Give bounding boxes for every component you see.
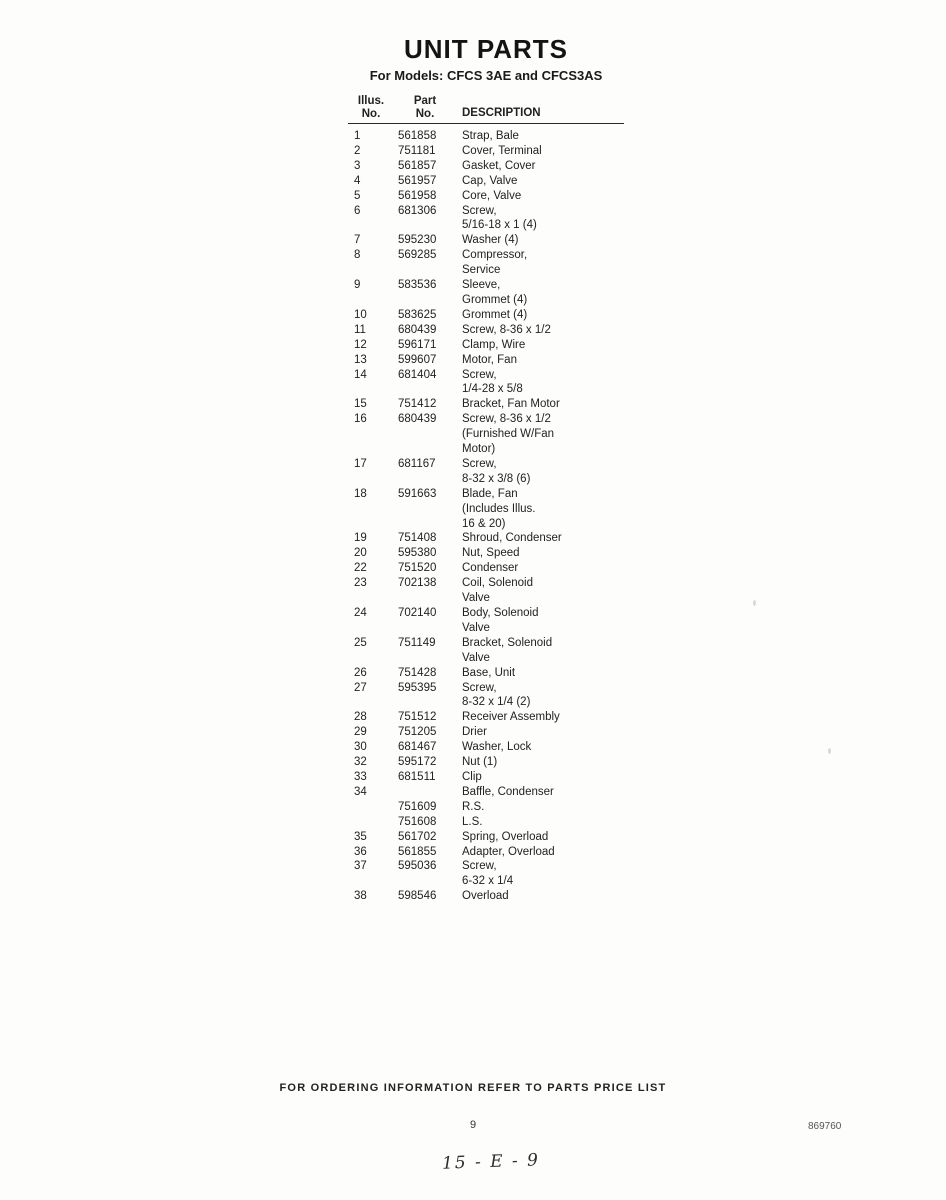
table-row — [348, 889, 624, 904]
part-no-cell: 751149 — [398, 636, 436, 649]
illus-no-cell: 4 — [354, 174, 361, 187]
part-no-cell: 681404 — [398, 368, 437, 381]
illus-no-cell: 27 — [354, 681, 367, 694]
part-no-cell: 598546 — [398, 890, 437, 903]
illus-no-cell — [348, 442, 394, 457]
illus-no-cell: 17 — [354, 457, 367, 470]
part-no-cell: 595230 — [398, 234, 437, 247]
part-no-cell: 702140 — [398, 607, 437, 619]
illus-no-cell: 28 — [354, 711, 367, 724]
illus-no-cell: 3 — [354, 159, 361, 172]
table-row — [348, 531, 624, 546]
illus-no-cell: 9 — [354, 279, 361, 292]
table-row — [348, 740, 624, 755]
part-no-cell: 591663 — [398, 487, 437, 500]
illus-no-cell: 37 — [354, 860, 367, 873]
description-cell: Spring, Overload — [462, 830, 549, 843]
illus-no-cell: 30 — [354, 741, 367, 754]
part-no-cell: 561858 — [398, 130, 437, 142]
handwritten-note: 15 - E - 9 — [441, 1150, 541, 1174]
illus-no-cell — [348, 472, 394, 487]
description-cell: Drier — [462, 726, 487, 739]
table-row — [348, 457, 624, 472]
column-header-illus-no — [348, 95, 394, 124]
part-no-cell — [394, 695, 456, 710]
column-header-description: DESCRIPTION — [456, 95, 624, 124]
description-cell: Shroud, Condenser — [462, 532, 562, 545]
ordering-note: FOR ORDERING INFORMATION REFER TO PARTS PRICE LIST — [279, 1082, 667, 1094]
illus-no-cell: 29 — [354, 726, 367, 739]
table-row — [348, 710, 624, 725]
illus-no-cell: 24 — [354, 607, 367, 619]
part-no-cell — [394, 382, 456, 397]
part-no-cell: 583625 — [398, 308, 437, 321]
description-cell: Coil, Solenoid — [462, 577, 533, 590]
table-row — [348, 859, 624, 874]
illus-no-cell: 36 — [354, 845, 367, 858]
part-no-cell: 751412 — [398, 398, 437, 411]
illus-no-cell: 34 — [354, 785, 367, 798]
doc-number: 869760 — [808, 1121, 842, 1132]
table-row — [348, 218, 624, 233]
table-row — [348, 248, 624, 263]
table-row — [348, 546, 624, 561]
description-cell: Screw, — [462, 681, 497, 694]
description-cell: Valve — [462, 651, 490, 664]
column-header-part-line2: No. — [415, 108, 435, 120]
table-row — [348, 785, 624, 800]
illus-no-cell — [348, 621, 394, 636]
part-no-cell: 681467 — [398, 741, 437, 754]
table-row — [348, 442, 624, 457]
part-no-cell: 561957 — [398, 174, 437, 187]
part-no-cell — [394, 621, 456, 636]
illus-no-cell: 13 — [354, 353, 367, 366]
table-row — [348, 517, 624, 532]
description-cell: Screw, — [462, 457, 497, 470]
part-no-cell: 561857 — [398, 159, 437, 172]
part-no-cell — [394, 591, 456, 606]
part-no-cell — [394, 218, 456, 233]
description-cell: Valve — [462, 621, 490, 634]
part-no-cell: 596171 — [398, 338, 437, 351]
description-cell: Clip — [462, 770, 482, 783]
table-row — [348, 368, 624, 383]
description-cell: 8-32 x 3/8 (6) — [462, 472, 531, 485]
illus-no-cell: 10 — [354, 308, 367, 321]
description-cell: Receiver Assembly — [462, 711, 560, 724]
description-cell: Grommet (4) — [462, 308, 528, 321]
table-row — [348, 308, 624, 323]
part-no-cell: 595395 — [398, 681, 437, 694]
description-cell: 1/4-28 x 5/8 — [462, 383, 523, 396]
illus-no-cell: 35 — [354, 830, 367, 843]
illus-no-cell — [348, 263, 394, 278]
table-row — [348, 695, 624, 710]
part-no-cell: 751205 — [398, 726, 437, 739]
part-no-cell: 595036 — [398, 860, 437, 873]
part-no-cell: 680439 — [398, 413, 437, 426]
description-cell: (Furnished W/Fan — [462, 428, 555, 441]
table-row — [348, 278, 624, 293]
part-no-cell: 751408 — [398, 532, 437, 545]
parts-table — [348, 95, 624, 904]
description-cell: Screw, 8-36 x 1/2 — [462, 413, 551, 426]
table-row — [348, 397, 624, 412]
table-row — [348, 815, 624, 830]
illus-no-cell — [348, 651, 394, 666]
description-cell: Grommet (4) — [462, 293, 528, 306]
part-no-cell — [394, 427, 456, 442]
part-no-cell: 681306 — [398, 204, 437, 217]
description-cell: (Includes Illus. — [462, 502, 536, 515]
table-row — [348, 651, 624, 666]
part-no-cell — [394, 293, 456, 308]
part-no-cell: 595380 — [398, 547, 437, 560]
illus-no-cell: 23 — [354, 577, 367, 590]
illus-no-cell — [348, 800, 394, 815]
table-row — [348, 606, 624, 621]
part-no-cell: 583536 — [398, 279, 437, 292]
description-cell: Service — [462, 264, 501, 277]
part-no-cell — [394, 785, 456, 800]
illus-no-cell: 6 — [354, 204, 361, 217]
description-cell: Screw, — [462, 860, 497, 873]
illus-no-cell — [348, 517, 394, 532]
part-no-cell: 561702 — [398, 830, 437, 843]
parts-table-body — [348, 124, 624, 905]
illus-no-cell: 32 — [354, 756, 367, 769]
table-row — [348, 263, 624, 278]
description-cell: Motor) — [462, 443, 496, 456]
table-row — [348, 845, 624, 860]
illus-no-cell — [348, 591, 394, 606]
description-cell: 5/16-18 x 1 (4) — [462, 219, 537, 232]
page-title: UNIT PARTS — [403, 34, 569, 64]
table-row — [348, 144, 624, 159]
description-cell: Cover, Terminal — [462, 144, 542, 157]
table-row — [348, 412, 624, 427]
illus-no-cell: 15 — [354, 398, 367, 411]
description-cell: Washer, Lock — [462, 741, 532, 754]
description-cell: Overload — [462, 890, 509, 903]
description-cell: Cap, Valve — [462, 174, 518, 187]
part-no-cell: 751512 — [398, 711, 437, 724]
illus-no-cell: 8 — [354, 249, 361, 262]
column-header-part-line1: Part — [413, 95, 437, 107]
part-no-cell: 599607 — [398, 353, 437, 366]
illus-no-cell: 18 — [354, 487, 367, 500]
illus-no-cell: 22 — [354, 562, 367, 575]
description-cell: Bracket, Solenoid — [462, 636, 553, 649]
part-no-cell — [394, 263, 456, 278]
illus-no-cell: 11 — [354, 323, 366, 336]
illus-no-cell: 16 — [354, 413, 367, 426]
table-row — [348, 159, 624, 174]
description-cell: Screw, — [462, 368, 497, 381]
description-cell: R.S. — [462, 800, 485, 813]
models-subtitle: For Models: CFCS 3AE and CFCS3AS — [369, 68, 603, 83]
table-row — [348, 502, 624, 517]
description-cell: Strap, Bale — [462, 130, 519, 142]
part-no-cell: 751609 — [398, 800, 437, 813]
description-cell: Bracket, Fan Motor — [462, 398, 560, 411]
description-cell: Blade, Fan — [462, 487, 518, 500]
illus-no-cell: 33 — [354, 770, 367, 783]
description-cell: Nut (1) — [462, 756, 498, 769]
illus-no-cell — [348, 874, 394, 889]
description-cell: Condenser — [462, 562, 519, 575]
description-cell: Screw, 8-36 x 1/2 — [462, 323, 551, 336]
illus-no-cell: 12 — [354, 338, 367, 351]
illus-no-cell: 1 — [354, 130, 361, 142]
illus-no-cell — [348, 427, 394, 442]
table-row — [348, 382, 624, 397]
part-no-cell: 595172 — [398, 756, 437, 769]
description-cell: Core, Valve — [462, 189, 522, 202]
part-no-cell: 569285 — [398, 249, 437, 262]
table-row — [348, 725, 624, 740]
table-row — [348, 576, 624, 591]
illus-no-cell: 38 — [354, 890, 367, 903]
column-header-part-no — [394, 95, 456, 124]
table-row — [348, 293, 624, 308]
part-no-cell — [394, 442, 456, 457]
table-row — [348, 874, 624, 889]
illus-no-cell — [348, 695, 394, 710]
table-row — [348, 204, 624, 219]
table-row — [348, 770, 624, 785]
scan-artifact — [753, 600, 756, 606]
table-row — [348, 666, 624, 681]
description-cell: Body, Solenoid — [462, 607, 539, 619]
table-row — [348, 561, 624, 576]
illus-no-cell: 26 — [354, 666, 367, 679]
table-row — [348, 174, 624, 189]
table-row — [348, 487, 624, 502]
table-row — [348, 338, 624, 353]
table-row — [348, 323, 624, 338]
illus-no-cell — [348, 293, 394, 308]
table-row — [348, 755, 624, 770]
description-cell: Nut, Speed — [462, 547, 520, 560]
description-cell: Base, Unit — [462, 666, 516, 679]
description-cell: Valve — [462, 592, 490, 605]
part-no-cell: 751181 — [398, 144, 436, 157]
illus-no-cell: 7 — [354, 234, 361, 247]
part-no-cell: 681511 — [398, 770, 436, 783]
illus-no-cell: 14 — [354, 368, 367, 381]
illus-no-cell: 20 — [354, 547, 367, 560]
description-cell: Gasket, Cover — [462, 159, 536, 172]
table-row — [348, 800, 624, 815]
table-row — [348, 636, 624, 651]
part-no-cell: 702138 — [398, 577, 437, 590]
page-number: 9 — [470, 1119, 477, 1131]
illus-no-cell — [348, 382, 394, 397]
description-cell: 16 & 20) — [462, 517, 506, 530]
table-row — [348, 189, 624, 204]
description-cell: Screw, — [462, 204, 497, 217]
description-cell: Washer (4) — [462, 234, 519, 247]
description-cell: Clamp, Wire — [462, 338, 526, 351]
illus-no-cell — [348, 502, 394, 517]
table-row — [348, 124, 624, 144]
description-cell: Sleeve, — [462, 279, 501, 292]
description-cell: Adapter, Overload — [462, 845, 555, 858]
illus-no-cell: 19 — [354, 532, 367, 545]
table-row — [348, 233, 624, 248]
table-row — [348, 353, 624, 368]
table-row — [348, 472, 624, 487]
part-no-cell: 680439 — [398, 323, 437, 336]
part-no-cell: 561958 — [398, 189, 437, 202]
parts-list-section — [348, 34, 624, 904]
table-row — [348, 621, 624, 636]
part-no-cell — [394, 651, 456, 666]
table-row — [348, 591, 624, 606]
illus-no-cell: 5 — [354, 189, 361, 202]
description-cell: 6-32 x 1/4 — [462, 875, 514, 888]
column-header-illus-line2: No. — [361, 108, 381, 120]
part-no-cell: 751608 — [398, 815, 437, 828]
part-no-cell — [394, 472, 456, 487]
description-cell: 8-32 x 1/4 (2) — [462, 696, 531, 709]
description-cell: Motor, Fan — [462, 353, 517, 366]
part-no-cell: 561855 — [398, 845, 437, 858]
part-no-cell — [394, 874, 456, 889]
column-header-illus-line1: Illus. — [357, 95, 385, 107]
part-no-cell — [394, 517, 456, 532]
description-cell: Baffle, Condenser — [462, 785, 554, 798]
description-cell: L.S. — [462, 815, 483, 828]
table-row — [348, 427, 624, 442]
table-row — [348, 830, 624, 845]
illus-no-cell: 25 — [354, 636, 367, 649]
illus-no-cell: 2 — [354, 144, 361, 157]
table-row — [348, 681, 624, 696]
part-no-cell — [394, 502, 456, 517]
part-no-cell: 681167 — [398, 457, 436, 470]
illus-no-cell — [348, 218, 394, 233]
description-cell: Compressor, — [462, 249, 528, 262]
part-no-cell: 751520 — [398, 562, 437, 575]
illus-no-cell — [348, 815, 394, 830]
parts-table-header — [348, 95, 624, 124]
scan-artifact — [828, 748, 831, 754]
part-no-cell: 751428 — [398, 666, 437, 679]
